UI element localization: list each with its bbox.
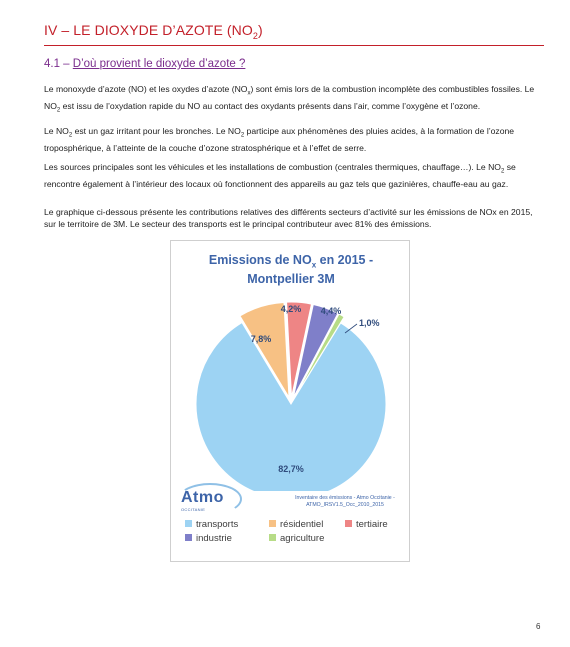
legend-label-transports: transports bbox=[196, 519, 239, 530]
paragraph-4: Le graphique ci-dessous présente les contributions relatives des différents secteurs d’activité sur les émissions de NOx en 2015, sur le territoire de 3M. Le secteur des transports est le principal contributeur avec 81% des émissions. bbox=[44, 207, 533, 229]
legend-swatch-transports bbox=[185, 520, 192, 527]
legend-label-tertiaire: tertiaire bbox=[356, 519, 388, 530]
legend-swatch-tertiaire bbox=[345, 520, 352, 527]
pie-label-industrie: 4,4% bbox=[320, 306, 342, 316]
legend-item-résidentiel bbox=[269, 519, 323, 530]
legend-item-transports bbox=[185, 519, 238, 530]
legend-label-résidentiel: résidentiel bbox=[280, 519, 324, 530]
legend-swatch-résidentiel bbox=[269, 520, 276, 527]
paragraph-2: Le $NO_2$ est un gaz irritant pour les bronches. Le $NO_2$ participe aux phénomènes des pluies acides, à la formation de l’ozone troposphérique, à l’atteinte de la couche d’ozone stratosphérique et à l’effet de serre. bbox=[44, 126, 515, 153]
logo-swoosh bbox=[178, 483, 242, 515]
pie-label-transports: 82,7% bbox=[278, 464, 304, 474]
chart-title-line1: Emissions de $NO_x$ en 2015 - bbox=[208, 253, 374, 270]
pie-label-tertiaire: 4,2% bbox=[280, 304, 302, 314]
paragraph-1: Le monoxyde d’azote (NO) et les oxydes d’azote $(NO_x)$ sont émis lors de la combustion incomplète des combustibles fossiles. Le $NO_2$ est issu de l’oxydation rapide du NO au contact des oxydants présents dans l’air, comme l’oxygène et l’ozone. bbox=[44, 84, 535, 114]
legend-item-industrie bbox=[185, 533, 232, 544]
legend-item-agriculture bbox=[269, 533, 324, 544]
pie-chart bbox=[171, 241, 411, 491]
chart-source: Inventaire des émissions - Atmo Occitanie - ATMO_IRSV1.5_Occ_2010_2015 bbox=[295, 495, 395, 508]
atmo-logo: Atmo OCCITANIE bbox=[181, 489, 224, 512]
legend-swatch-agriculture bbox=[269, 534, 276, 541]
emissions-chart bbox=[170, 240, 410, 562]
legend-swatch-industrie bbox=[185, 534, 192, 541]
legend-label-agriculture: agriculture bbox=[280, 533, 325, 544]
subsection-heading: 4.1 – D’où provient le dioxyde d’azote ? bbox=[44, 58, 246, 70]
page-number: 6 bbox=[536, 622, 541, 631]
legend-label-industrie: industrie bbox=[196, 533, 232, 544]
chart-title-line2: Montpellier 3M bbox=[247, 272, 335, 286]
legend-item-tertiaire bbox=[345, 519, 388, 530]
pie-label-agriculture: 1,0% bbox=[359, 318, 380, 328]
paragraph-3: Les sources principales sont les véhicules et les installations de combustion (centrales thermiques, chauffage…). Le $NO_2$ se rencontre également à l’intérieur des locaux où fonctionnent des appareils au gaz tels que gazinières, chauffe-eau au gaz. bbox=[44, 162, 516, 189]
section-heading: IV – LE DIOXYDE D’AZOTE $(NO_2)$ bbox=[44, 22, 544, 46]
pie-label-résidentiel: 7,8% bbox=[250, 334, 272, 344]
